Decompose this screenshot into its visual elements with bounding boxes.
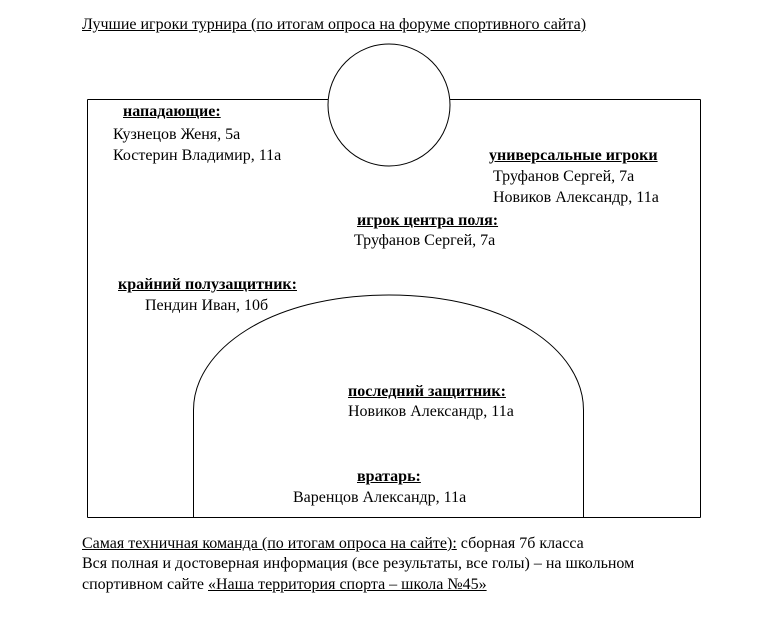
center-player: Труфанов Сергей, 7а — [354, 232, 496, 249]
defender-player: Новиков Александр, 11а — [348, 403, 514, 420]
winger-heading: крайний полузащитник: — [118, 276, 297, 293]
footer-team-label: Самая техничная команда (по итогам опроса на сайте): — [82, 535, 457, 552]
forward-player: Кузнецов Женя, 5а — [113, 126, 241, 143]
universal-heading: универсальные игроки — [489, 147, 658, 164]
goalkeeper-heading: вратарь: — [357, 468, 421, 485]
goalkeeper-player: Варенцов Александр, 11а — [293, 489, 467, 506]
footer-team-value: сборная 7б класса — [456, 535, 584, 552]
footer-site-prefix: спортивном сайте — [82, 576, 208, 593]
forward-player: Костерин Владимир, 11а — [113, 147, 282, 164]
site-link[interactable]: «Наша территория спорта – школа №45» — [208, 576, 487, 593]
footer-team-line — [82, 534, 584, 554]
page-title: Лучшие игроки турнира (по итогам опроса на форуме спортивного сайта) — [82, 16, 587, 33]
winger-player: Пендин Иван, 10б — [145, 297, 269, 314]
forwards-heading: нападающие: — [123, 103, 221, 120]
universal-player: Труфанов Сергей, 7а — [493, 168, 635, 185]
center-heading: игрок центра поля: — [357, 212, 499, 229]
center-circle — [328, 44, 450, 166]
universal-player: Новиков Александр, 11а — [493, 189, 659, 206]
footer-site-line — [82, 575, 487, 595]
defender-heading: последний защитник: — [348, 383, 506, 400]
footer-info-line: Вся полная и достоверная информация (все результаты, все голы) – на школьном — [82, 555, 635, 572]
